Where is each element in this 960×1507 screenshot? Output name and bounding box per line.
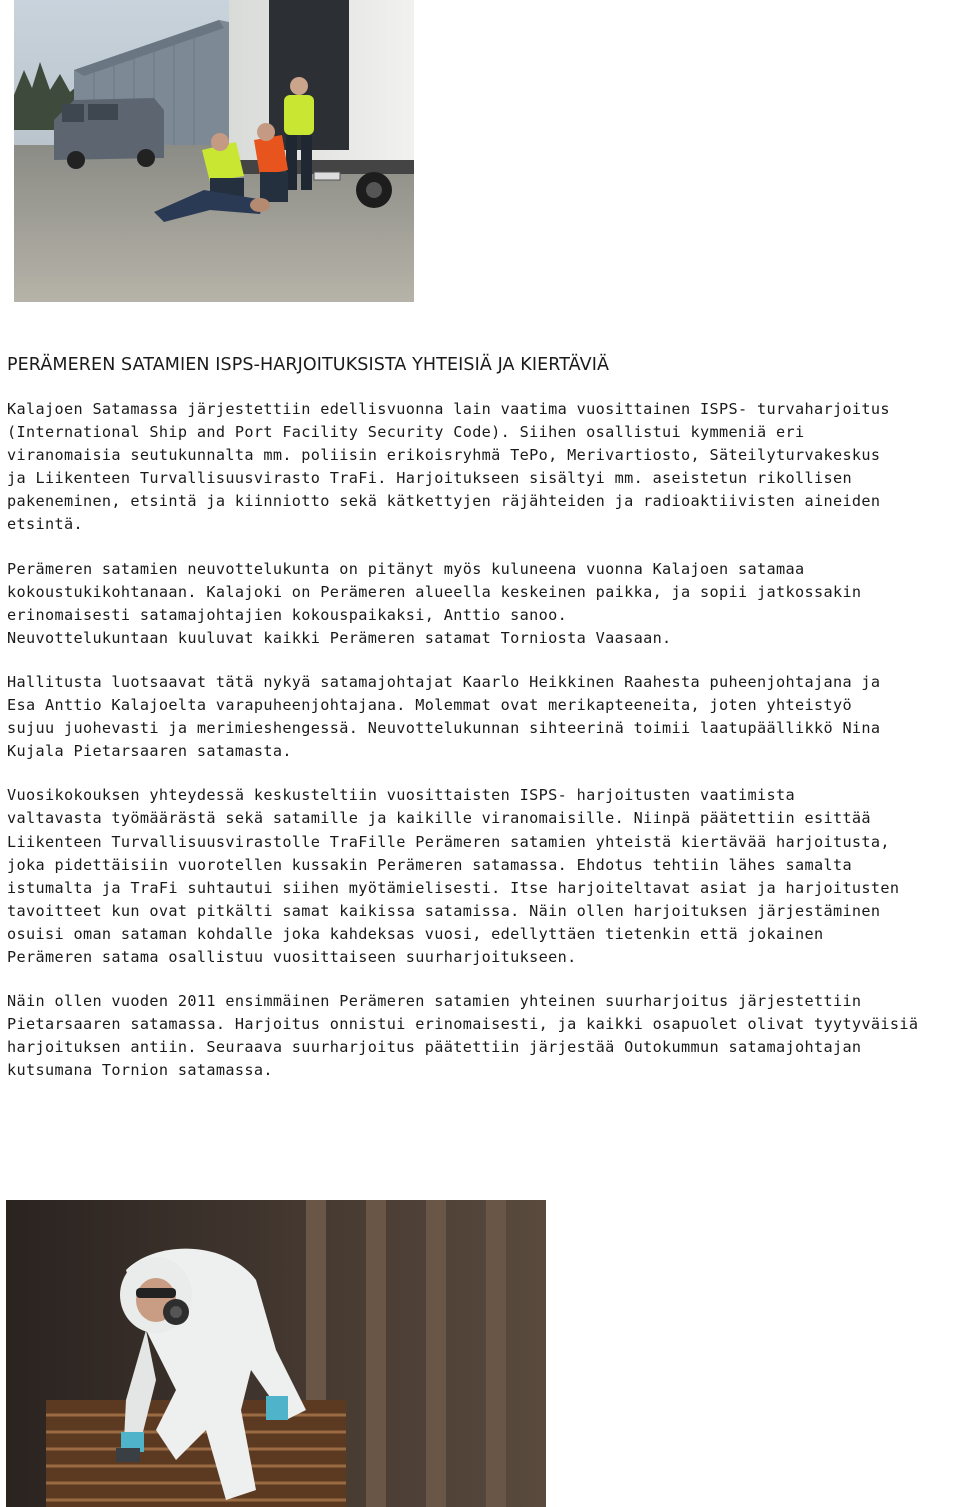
text-line: Kujala Pietarsaaren satamasta. [7, 742, 292, 761]
text-line: kutsumana Tornion satamassa. [7, 1061, 273, 1080]
article-paragraph-2 [7, 558, 953, 650]
text-line: istumalta ja TraFi suhtautui siihen myötämielisesti. Itse harjoiteltavat asiat ja harjoitusten [7, 878, 900, 897]
text-line: Näin ollen vuoden 2011 ensimmäinen Perämeren satamien yhteinen suurharjoitus järjestettiin [7, 992, 862, 1011]
text-line: Neuvottelukuntaan kuuluvat kaikki Perämeren satamat Torniosta Vaasaan. [7, 628, 672, 647]
article-paragraph-4 [7, 784, 953, 969]
text-line: osuisi oman sataman kohdalle joka kahdeksas vuosi, edellyttäen tietenkin että jokainen [7, 924, 824, 943]
article-paragraph-5 [7, 990, 953, 1082]
exercise-photo-protective-suit [6, 1200, 546, 1507]
text-line: Vuosikokouksen yhteydessä keskusteltiin vuosittaisten ISPS- harjoitusten vaatimista [7, 786, 795, 805]
text-line: etsintä. [7, 515, 83, 534]
text-line: (International Ship and Port Facility Security Code). Siihen osallistui kymmeniä eri [7, 423, 805, 442]
text-line: Hallitusta luotsaavat tätä nykyä satamajohtajat Kaarlo Heikkinen Raahesta puheenjohtajana ja [7, 672, 881, 691]
exercise-photo-police [14, 0, 414, 302]
article-paragraph-1 [7, 398, 953, 537]
article [7, 353, 953, 1103]
text-line: Esa Anttio Kalajoelta varapuheenjohtajana. Molemmat ovat merikapteeneita, joten yhteistyö [7, 696, 852, 715]
text-line: kokoustukikohtanaan. Kalajoki on Perämeren alueella keskeinen paikka, ja sopii jatkossakin [7, 582, 862, 601]
text-line: Kalajoen Satamassa järjestettiin edellisvuonna lain vaatima vuosittainen ISPS- turvaharjoitus [7, 400, 890, 418]
text-line: valtavasta työmäärästä sekä satamille ja kaikille viranomaisille. Niinpä päätettiin esittää [7, 809, 871, 828]
text-line: erinomaisesti satamajohtajien kokouspaikaksi, Anttio sanoo. [7, 605, 568, 624]
text-line: Pietarsaaren satamassa. Harjoitus onnistui erinomaisesti, ja kaikki osapuolet olivat tyytyväisiä [7, 1015, 919, 1034]
text-line: joka pidettäisiin vuorotellen kussakin Perämeren satamassa. Ehdotus tehtiin lähes samalta [7, 855, 852, 874]
text-line: harjoituksen antiin. Seuraava suurharjoitus päätettiin järjestää Outokummun satamajohtajan [7, 1038, 862, 1057]
article-paragraph-3 [7, 671, 953, 763]
text-line: ja Liikenteen Turvallisuusvirasto TraFi. Harjoitukseen sisältyi mm. aseistetun rikollisen [7, 469, 852, 488]
text-line: pakeneminen, etsintä ja kiinniotto sekä kätkettyjen räjähteiden ja radioaktiivisten aineiden [7, 492, 881, 511]
text-line: Perämeren satamien neuvottelukunta on pitänyt myös kuluneena vuonna Kalajoen satamaa [7, 559, 805, 578]
text-line: viranomaisia seutukunnalta mm. poliisin erikoisryhmä TePo, Merivartiosto, Säteilyturvakeskus [7, 446, 881, 465]
text-line: sujuu juohevasti ja merimieshengessä. Neuvottelukunnan sihteerinä toimii laatupäällikkö Nina [7, 719, 881, 738]
text-line: tavoitteet kun ovat pitkälti samat kaikissa satamissa. Näin ollen harjoituksen järjestäminen [7, 901, 881, 920]
text-line: Liikenteen Turvallisuusvirastolle TraFille Perämeren satamien yhteistä kiertävää harjoitusta, [7, 832, 890, 851]
article-heading: PERÄMEREN SATAMIEN ISPS-HARJOITUKSISTA YHTEISIÄ JA KIERTÄVIÄ [7, 355, 610, 375]
text-line: Perämeren satama osallistuu vuosittaiseen suurharjoitukseen. [7, 947, 577, 966]
